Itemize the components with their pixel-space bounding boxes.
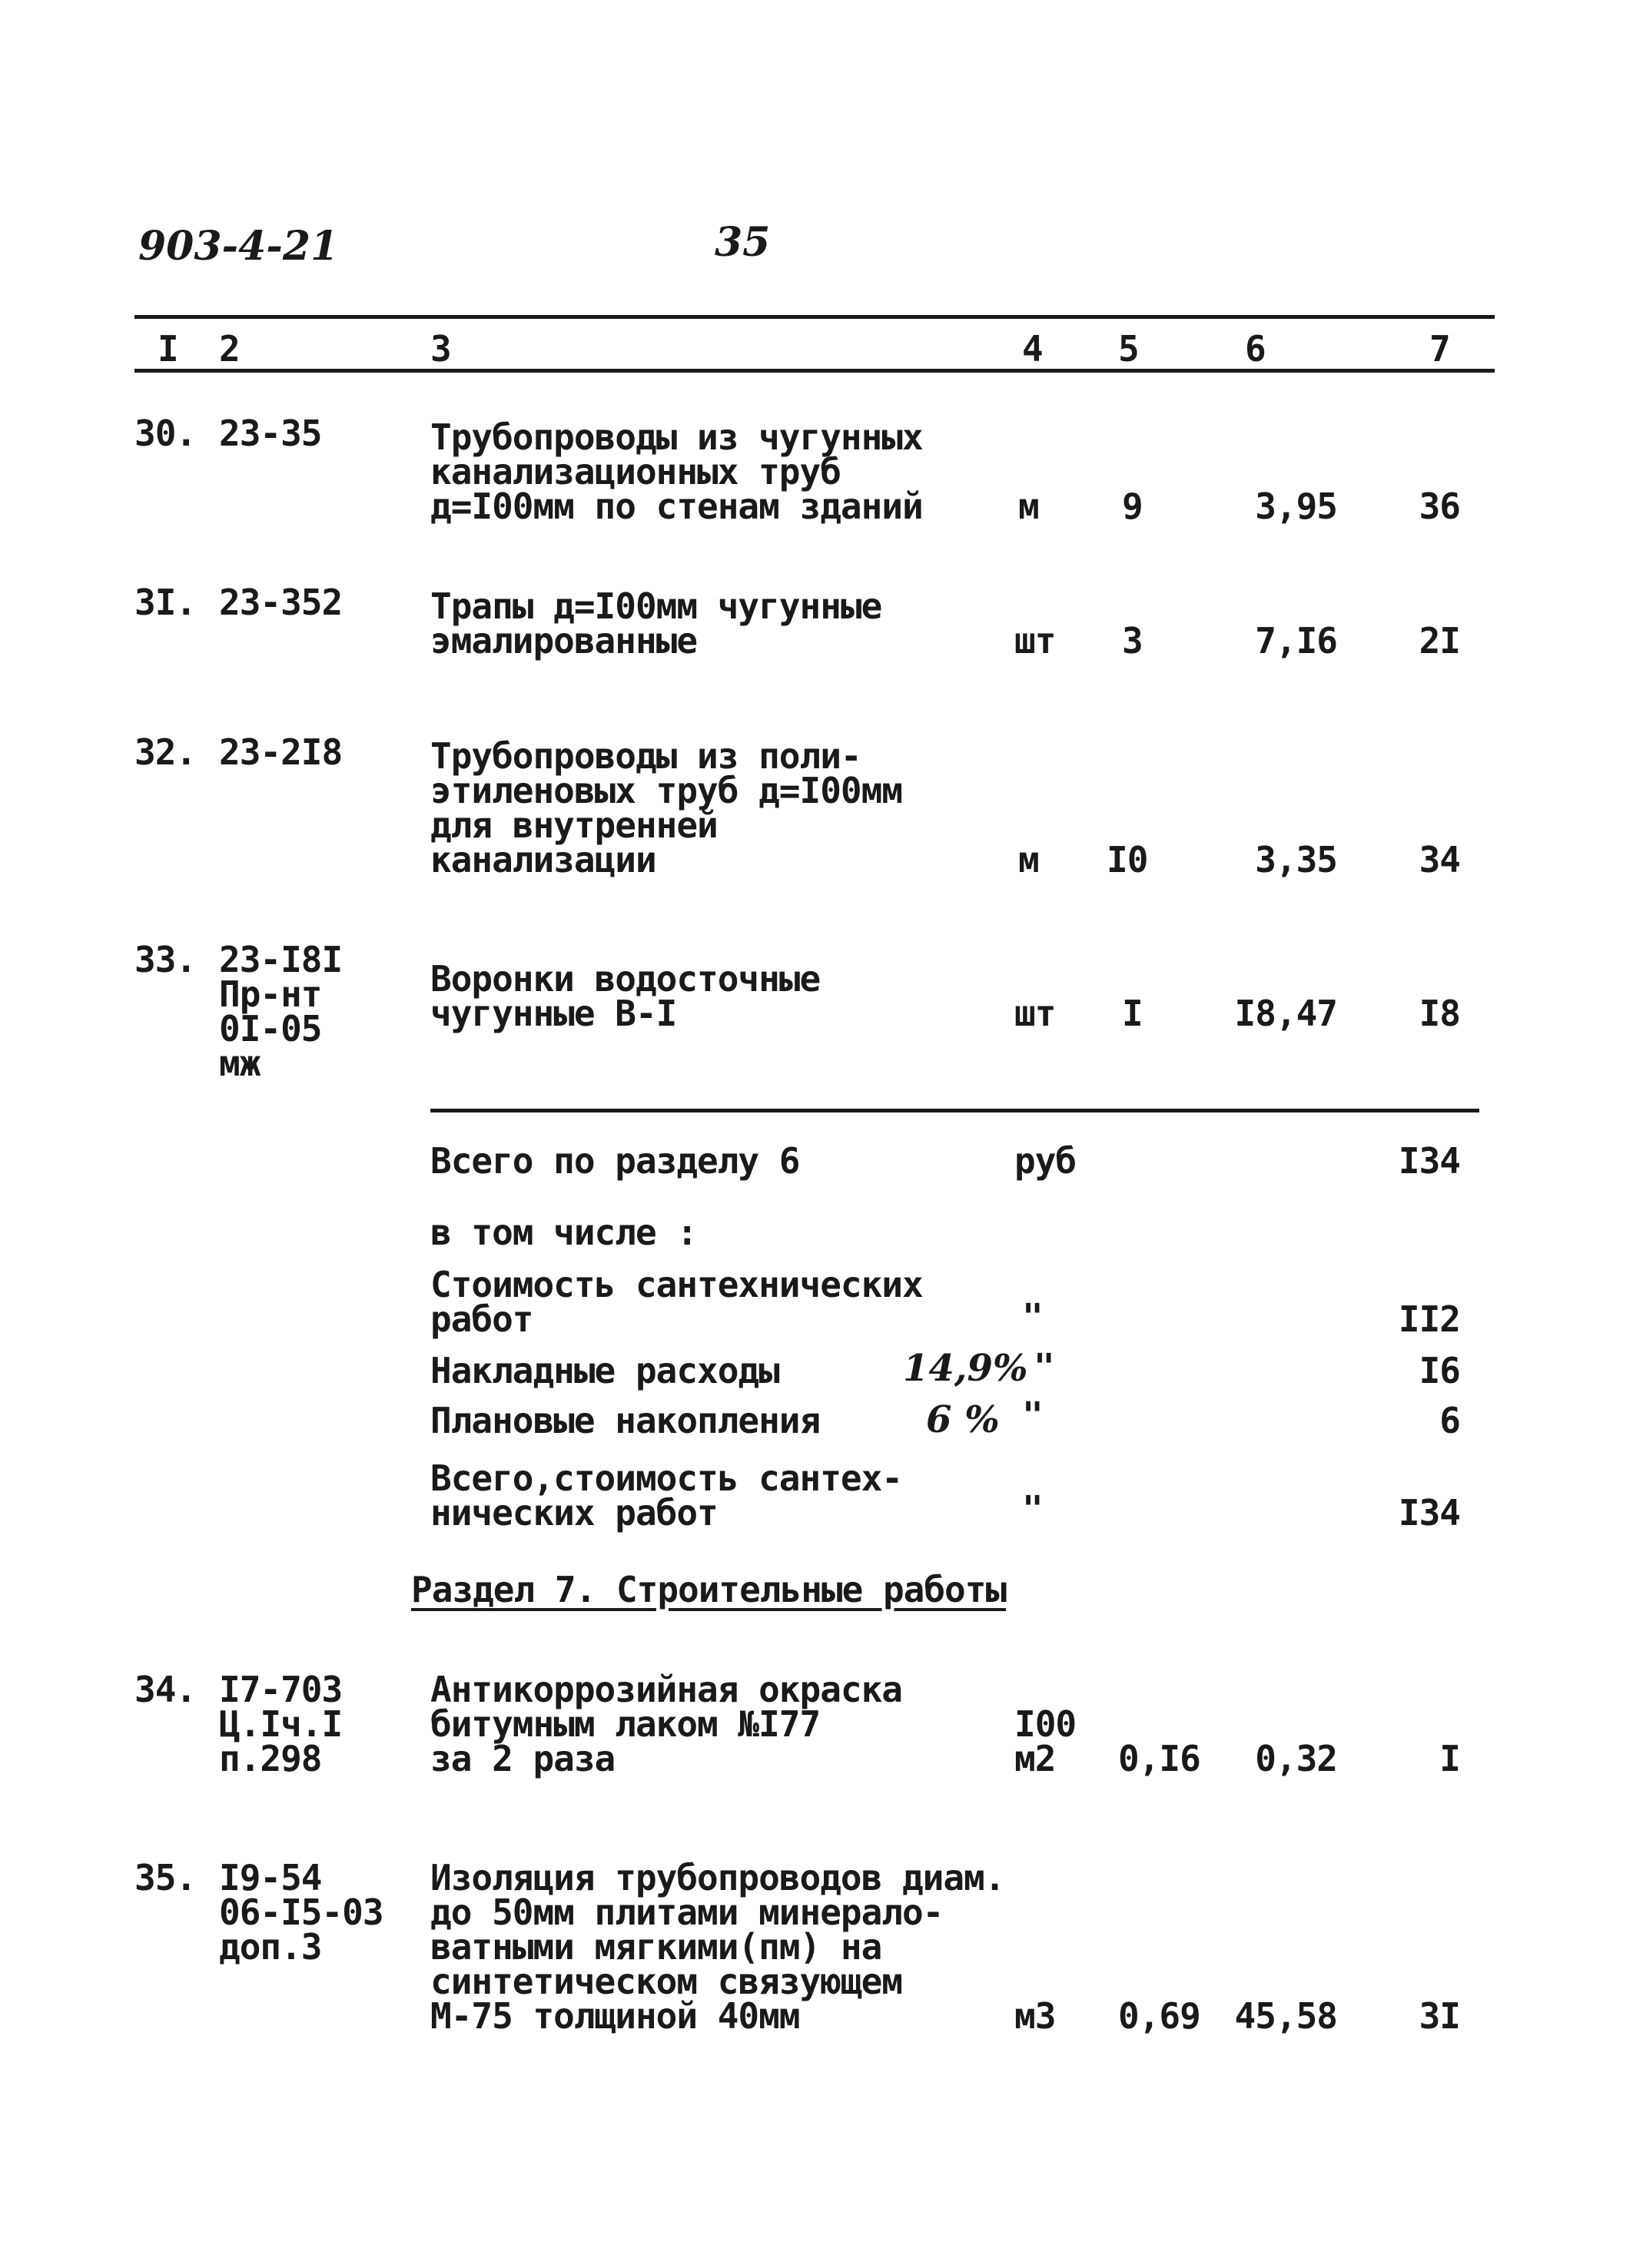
row-description: М-75 толщиной 40мм	[430, 1995, 800, 2037]
row-quantity: 0,69	[1118, 1995, 1200, 2037]
row-total: I	[1439, 1738, 1460, 1779]
row-number: 34.	[134, 1669, 197, 1710]
row-unit: м3	[1014, 1995, 1056, 2037]
row-number: 32.	[134, 731, 197, 773]
row-description: ватными мягкими(пм) на	[430, 1926, 882, 1968]
summary-total-label: Всего по разделу 6	[430, 1140, 800, 1182]
row-price: I8,47	[1234, 993, 1337, 1034]
row-description: Трубопроводы из поли-	[430, 735, 861, 777]
row-unit: шт	[1014, 620, 1056, 662]
row-code: 06-I5-03	[219, 1892, 383, 1933]
summary-item-unit: "	[1022, 1394, 1043, 1436]
row-description: Воронки водосточные	[430, 958, 821, 1000]
row-total: I8	[1419, 993, 1460, 1034]
row-quantity: 3	[1122, 620, 1143, 662]
row-description: Изоляция трубопроводов диам.	[430, 1857, 1005, 1898]
row-total: 2I	[1419, 620, 1460, 662]
row-description: до 50мм плитами минерало-	[430, 1892, 944, 1933]
row-quantity: I0	[1107, 839, 1148, 880]
row-unit: I00	[1014, 1703, 1077, 1745]
row-code: 23-352	[219, 582, 343, 623]
header-rule-top	[134, 315, 1495, 319]
summary-item-label: Накладные расходы	[430, 1350, 779, 1391]
row-code: Пр-нт	[219, 973, 322, 1015]
row-code: I9-54	[219, 1857, 322, 1898]
row-description: за 2 раза	[430, 1738, 616, 1779]
row-quantity: I	[1122, 993, 1143, 1034]
row-code: 23-2I8	[219, 731, 343, 773]
summary-total-unit: руб	[1014, 1140, 1077, 1182]
row-number: 33.	[134, 939, 197, 980]
summary-item-label: нических работ	[430, 1492, 718, 1534]
summary-item-value: II2	[1398, 1298, 1460, 1340]
row-description: канализации	[430, 839, 656, 880]
summary-item-percent: 6 %	[926, 1398, 1000, 1441]
row-total: 34	[1419, 839, 1460, 880]
column-header-6: 6	[1245, 328, 1266, 370]
summary-item-unit: "	[1022, 1488, 1043, 1530]
summary-total-value: I34	[1398, 1140, 1460, 1182]
row-code: 23-I8I	[219, 939, 343, 980]
row-description: чугунные В-I	[430, 993, 677, 1034]
column-header-3: 3	[430, 328, 451, 370]
row-price: 45,58	[1234, 1995, 1337, 2037]
row-price: 7,I6	[1255, 620, 1337, 662]
row-quantity: 9	[1122, 486, 1143, 527]
row-number: 30.	[134, 413, 197, 454]
column-header-2: 2	[219, 328, 240, 370]
row-description: этиленовых труб д=I00мм	[430, 770, 902, 811]
page-number: 35	[715, 219, 771, 266]
row-code: п.298	[219, 1738, 322, 1779]
column-header-4: 4	[1022, 328, 1043, 370]
row-description: для внутренней	[430, 804, 718, 846]
row-unit: м2	[1014, 1738, 1056, 1779]
row-price: 3,95	[1255, 486, 1337, 527]
row-unit: м	[1018, 486, 1039, 527]
row-total: 36	[1419, 486, 1460, 527]
row-number: 35.	[134, 1857, 197, 1898]
row-unit: шт	[1014, 993, 1056, 1034]
header-rule-bottom	[134, 369, 1495, 373]
row-number: 3I.	[134, 582, 197, 623]
summary-item-value: 6	[1439, 1400, 1460, 1441]
row-quantity: 0,I6	[1118, 1738, 1200, 1779]
summary-item-label: Всего,стоимость сантех-	[430, 1457, 902, 1499]
section-7-title: Раздел 7. Строительные работы	[411, 1569, 1007, 1610]
row-price: 0,32	[1255, 1738, 1337, 1779]
row-unit: м	[1018, 839, 1039, 880]
row-code: мж	[219, 1043, 261, 1084]
summary-item-value: I34	[1398, 1492, 1460, 1534]
summary-item-label: Стоимость сантехнических	[430, 1264, 923, 1305]
row-description: битумным лаком №I77	[430, 1703, 821, 1745]
document-number: 903-4-21	[138, 223, 339, 270]
column-header-5: 5	[1118, 328, 1139, 370]
row-total: 3I	[1419, 1995, 1460, 2037]
row-code: I7-703	[219, 1669, 343, 1710]
row-description: канализационных труб	[430, 451, 841, 492]
row-description: эмалированные	[430, 620, 698, 662]
column-header-7: 7	[1429, 328, 1450, 370]
row-code: Ц.Iч.I	[219, 1703, 343, 1745]
row-description: Антикоррозийная окраска	[430, 1669, 902, 1710]
summary-rule	[430, 1109, 1479, 1112]
row-price: 3,35	[1255, 839, 1337, 880]
summary-item-label: работ	[430, 1298, 533, 1340]
summary-item-value: I6	[1419, 1350, 1460, 1391]
summary-item-label: Плановые накопления	[430, 1400, 821, 1441]
row-description: синтетическом связующем	[430, 1961, 902, 2002]
row-description: д=I00мм по стенам зданий	[430, 486, 923, 527]
summary-including-label: в том числе :	[430, 1212, 698, 1253]
row-description: Трубопроводы из чугунных	[430, 416, 923, 458]
column-header-1: I	[158, 328, 178, 370]
summary-item-unit: "	[1022, 1296, 1043, 1338]
row-code: 23-35	[219, 413, 322, 454]
summary-item-unit: "	[1034, 1346, 1054, 1388]
row-code: 0I-05	[219, 1008, 322, 1049]
summary-item-percent: 14,9%	[903, 1347, 1028, 1390]
row-description: Трапы д=I00мм чугунные	[430, 585, 882, 627]
row-code: доп.3	[219, 1926, 322, 1968]
